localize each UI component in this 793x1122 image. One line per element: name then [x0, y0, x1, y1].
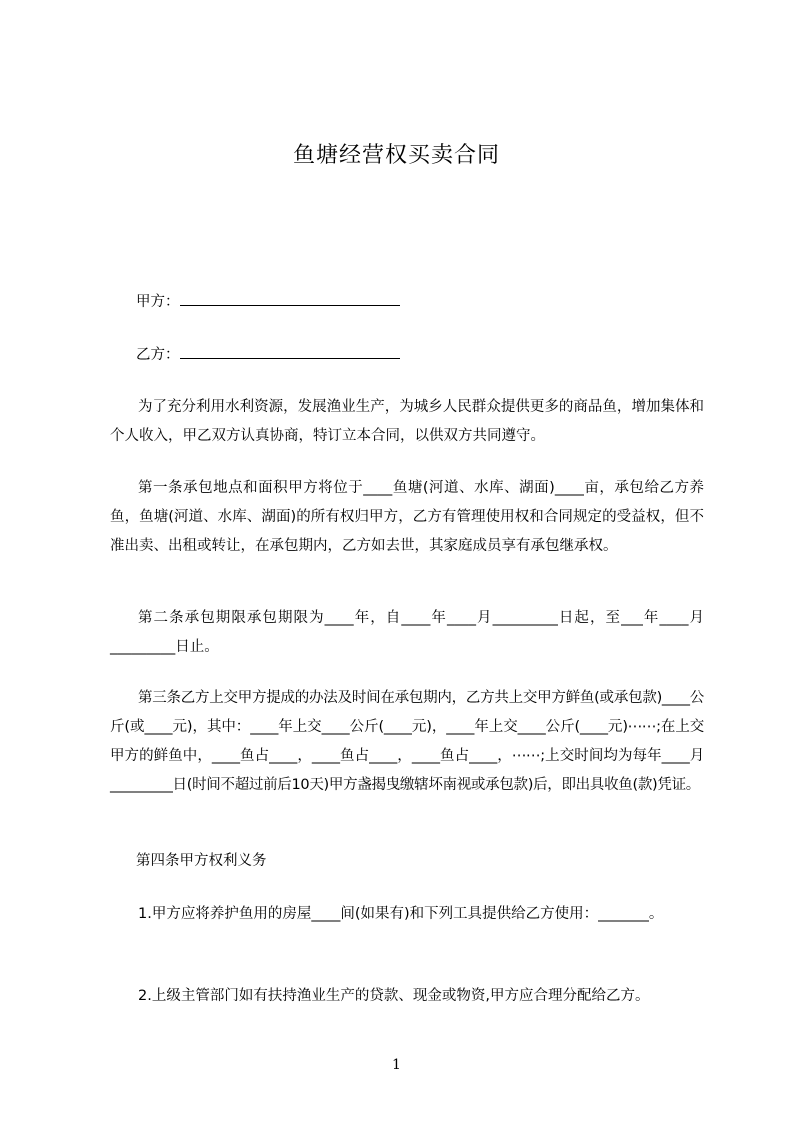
document-title: 鱼塘经营权买卖合同: [292, 143, 500, 168]
preamble-paragraph: 为了充分利用水利资源，发展渔业生产，为城乡人民群众提供更多的商品鱼，增加集体和个人收入，甲乙双方认真协商，特订立本合同，以供双方共同遵守。: [110, 399, 704, 444]
article-3-paragraph: 第三条乙方上交甲方提成的办法及时间在承包期内，乙方共上交甲方鲜鱼(或承包款)____公斤(或____元)，其中：____年上交____公斤(____元)，____年上交____公斤(____元)⋯⋯;在上交甲方的鲜鱼中，____鱼占____，____鱼占____，____鱼占____，⋯⋯;上交时间均为每年____月_________日(时间不超过前后10天)甲方盏揭曳缴辖坏南视或承包款)后，即出具收鱼(款)凭证。: [110, 690, 704, 793]
party-b-label: 乙方：: [136, 347, 180, 363]
article-4-item-1: 1.甲方应将养护鱼用的房屋____间(如果有)和下列工具提供给乙方使用：_______。: [138, 906, 664, 922]
page-number: 1: [392, 1057, 401, 1073]
article-1-paragraph: 第一条承包地点和面积甲方将位于____鱼塘(河道、水库、湖面)____亩，承包给乙方养鱼，鱼塘(河道、水库、湖面)的所有权归甲方，乙方有管理使用权和合同规定的受益权，但不准出卖、出租或转让，在承包期内，乙方如去世，其家庭成员享有承包继承权。: [110, 480, 704, 554]
article-2-paragraph: 第二条承包期限承包期限为____年，自____年____月_________日起，至___年____月_________日止。: [110, 610, 704, 655]
party-b-blank: [180, 344, 400, 359]
party-a-label: 甲方：: [136, 294, 180, 310]
party-a-blank: [180, 291, 400, 306]
article-4-item-2: 2.上级主管部门如有扶持渔业生产的贷款、现金或物资,甲方应合理分配给乙方。: [138, 988, 650, 1004]
party-a-line: [136, 291, 400, 312]
party-b-line: [136, 344, 400, 365]
article-4-heading: 第四条甲方权利义务: [136, 853, 267, 869]
